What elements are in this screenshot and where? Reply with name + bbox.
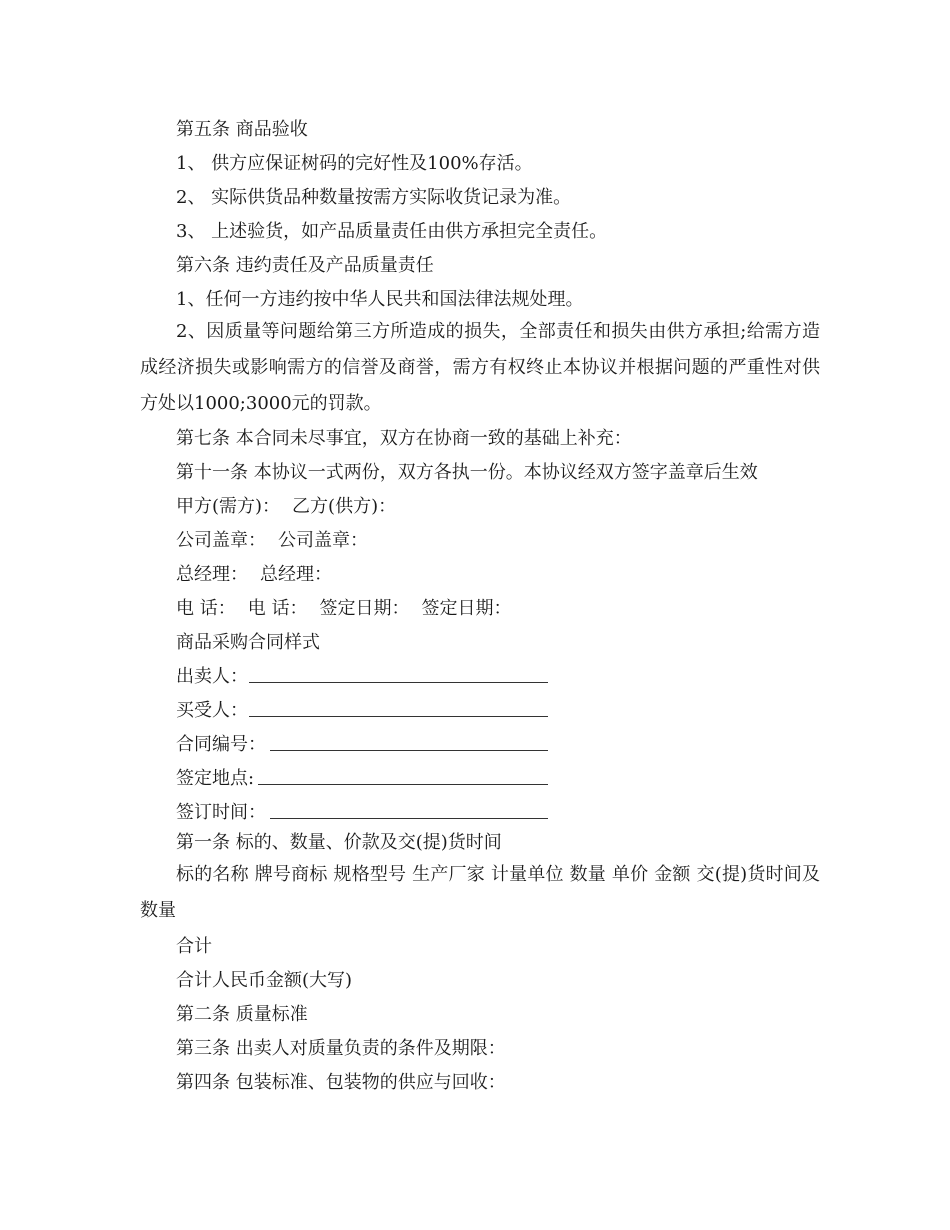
date-b-label: 签定日期：	[421, 598, 512, 619]
phone-a-label: 电 话：	[176, 598, 236, 619]
time-label: 签订时间：	[176, 802, 266, 823]
seller-blank[interactable]	[249, 682, 548, 683]
seller-label: 出卖人：	[176, 666, 248, 687]
section-5-item-3: 3、 上述验货，如产品质量责任由供方承担完全责任。	[176, 221, 608, 242]
section-6-item-2: 2、因质量等问题给第三方所造成的损失，全部责任和损失由供方承担;给需方造成经济损失或影响需方的信誉及商誉，需方有权终止本协议并根据问题的严重性对供方处以1000;3000元的罚款。	[140, 321, 820, 414]
article-1-table-header: 标的名称 牌号商标 规格型号 生产厂家 计量单位 数量 单价 金额 交(提)货时间及数量	[140, 864, 820, 921]
place-blank[interactable]	[258, 784, 548, 785]
section-5-title: 第五条 商品验收	[176, 119, 308, 140]
signature-party-row	[176, 494, 396, 520]
signature-seal-row	[176, 528, 368, 554]
section-6-item-1: 1、任何一方违约按中华人民共和国法律法规处理。	[176, 289, 584, 310]
seal-a-label: 公司盖章：	[176, 530, 266, 551]
article-3-title: 第三条 出卖人对质量负责的条件及期限：	[176, 1038, 506, 1059]
party-a-label: 甲方(需方)：	[176, 496, 281, 517]
article-1-title: 第一条 标的、数量、价款及交(提)货时间	[176, 832, 502, 853]
party-b-label: 乙方(供方)：	[292, 496, 397, 517]
section-5-item-1: 1、 供方应保证树码的完好性及100%存活。	[176, 153, 533, 174]
buyer-label: 买受人：	[176, 700, 248, 721]
time-blank[interactable]	[270, 818, 548, 819]
contract-no-blank[interactable]	[270, 750, 548, 751]
section-11: 第十一条 本协议一式两份，双方各执一份。本协议经双方签字盖章后生效	[176, 462, 758, 483]
seal-b-label: 公司盖章：	[278, 530, 368, 551]
article-4-title: 第四条 包装标准、包装物的供应与回收：	[176, 1072, 506, 1093]
total-rmb-label: 合计人民币金额(大写)	[176, 970, 353, 991]
place-label: 签定地点:	[176, 768, 255, 789]
gm-b-label: 总经理：	[260, 564, 332, 585]
buyer-blank[interactable]	[249, 716, 548, 717]
contract-no-label: 合同编号：	[176, 734, 266, 755]
section-6-title: 第六条 违约责任及产品质量责任	[176, 255, 434, 276]
template-title: 商品采购合同样式	[176, 632, 320, 653]
phone-b-label: 电 话：	[247, 598, 308, 619]
signature-gm-row	[176, 562, 332, 588]
section-7: 第七条 本合同未尽事宜，双方在协商一致的基础上补充：	[176, 428, 632, 449]
total-label: 合计	[176, 936, 212, 957]
section-5-item-2: 2、 实际供货品种数量按需方实际收货记录为准。	[176, 187, 572, 208]
article-2-title: 第二条 质量标准	[176, 1004, 308, 1025]
date-a-label: 签定日期：	[319, 598, 410, 619]
signature-phone-date-row	[176, 596, 511, 622]
gm-a-label: 总经理：	[176, 564, 248, 585]
